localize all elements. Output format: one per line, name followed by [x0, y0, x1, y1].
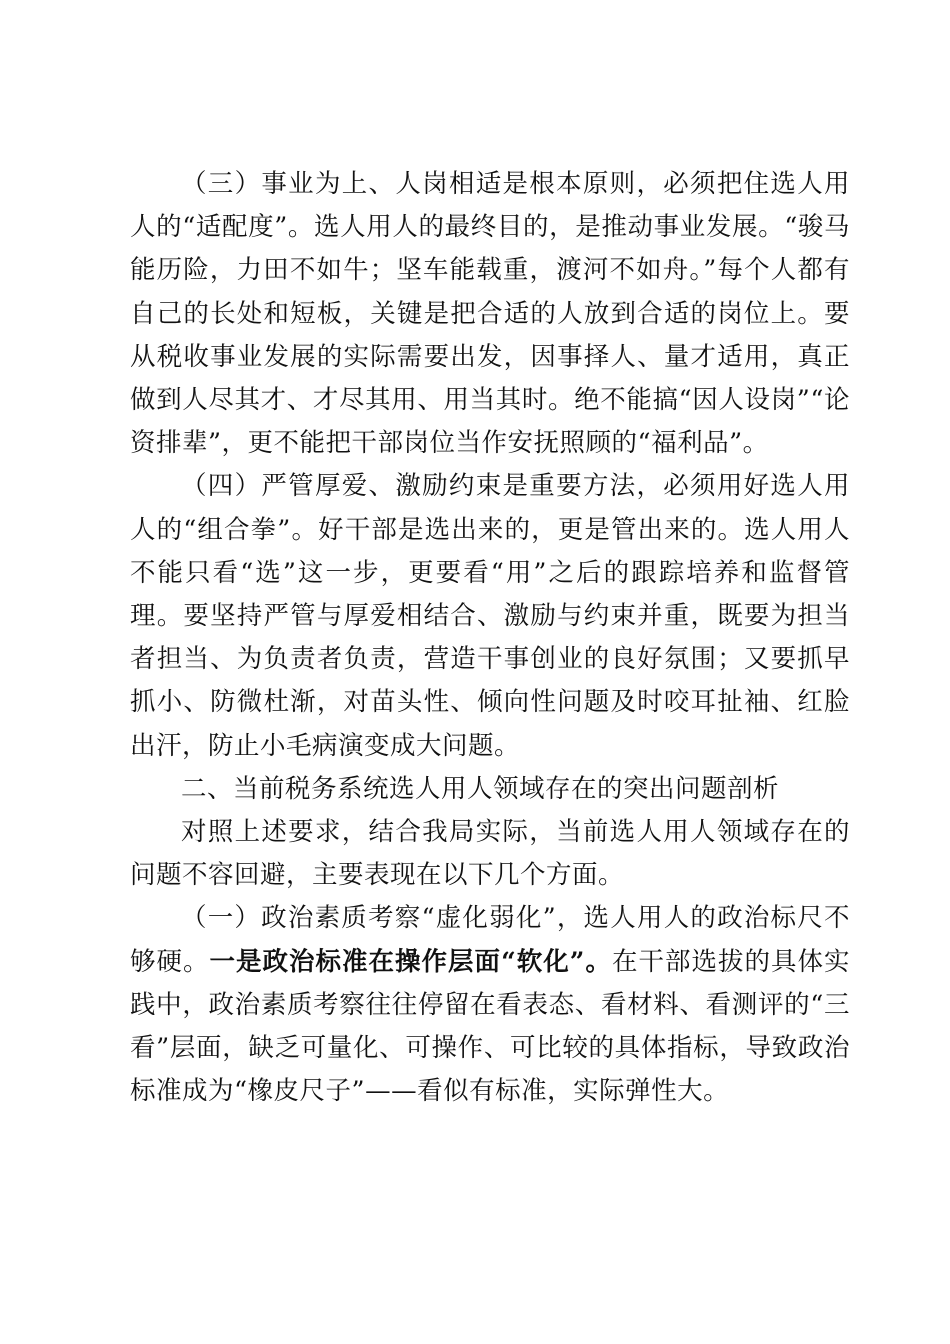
problem-one-lead: （一）政治素质考察“虚化弱化”，选人用人的政治标尺不够硬。: [130, 903, 850, 977]
paragraph-problem-one: [130, 897, 850, 1113]
body-text: [130, 163, 850, 1113]
problem-one-bold-point: 一是政治标准在操作层面“软化”。: [209, 946, 612, 977]
section-heading-two: 二、当前税务系统选人用人领域存在的突出问题剖析: [181, 773, 780, 804]
problem-one-tail: 在干部选拔的具体实践中，政治素质考察往往停留在看表态、看材料、看测评的“三看”层面，缺乏可量化、可操作、可比较的具体指标，导致政治标准成为“橡皮尺子”——看似有标准，实际弹性大。: [130, 946, 850, 1107]
paragraph-principle-four: （四）严管厚爱、激励约束是重要方法，必须用好选人用人的“组合拳”。好干部是选出来的，更是管出来的。选人用人不能只看“选”这一步，更要看“用”之后的跟踪培养和监督管理。要坚持严管与厚爱相结合、激励与约束并重，既要为担当者担当、为负责者负责，营造干事创业的良好氛围；又要抓早抓小、防微杜渐，对苗头性、倾向性问题及时咬耳扯袖、红脸出汗，防止小毛病演变成大问题。: [130, 471, 850, 761]
paragraph-principle-three: （三）事业为上、人岗相适是根本原则，必须把住选人用人的“适配度”。选人用人的最终目的，是推动事业发展。“骏马能历险，力田不如牛；坚车能载重，渡河不如舟。”每个人都有自己的长处和短板，关键是把合适的人放到合适的岗位上。要从税收事业发展的实际需要出发，因事择人、量才适用，真正做到人尽其才、才尽其用、用当其时。绝不能搞“因人设岗”“论资排辈”，更不能把干部岗位当作安抚照顾的“福利品”。: [130, 169, 850, 459]
paragraph-intro: 对照上述要求，结合我局实际，当前选人用人领域存在的问题不容回避，主要表现在以下几个方面。: [130, 817, 850, 891]
